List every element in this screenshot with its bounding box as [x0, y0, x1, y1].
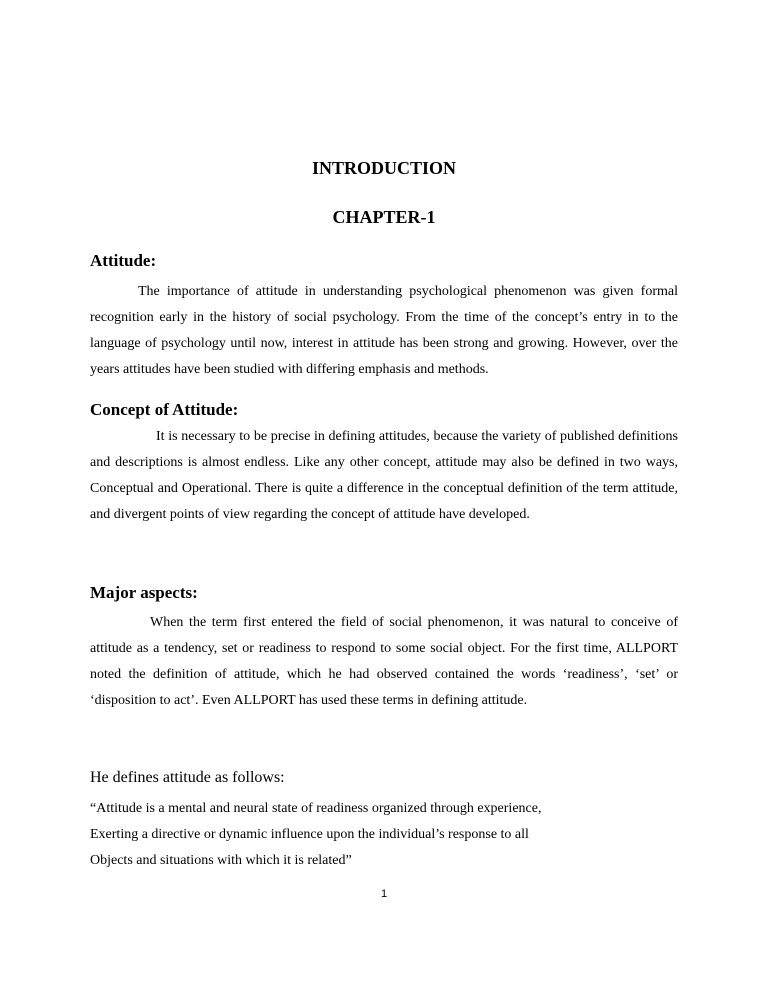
definition-intro: He defines attitude as follows: [90, 769, 285, 786]
definition-quote-line: “Attitude is a mental and neural state of readiness organized through experience, [90, 801, 542, 816]
page-number: 1 [380, 888, 388, 900]
section-heading-concept: Concept of Attitude: [90, 400, 239, 419]
definition-quote-line: Exerting a directive or dynamic influence upon the individual’s response to all [90, 827, 529, 842]
paragraph-major-aspects: When the term first entered the field of social phenomenon, it was natural to conceive of attitude as a tendency, set or readiness to respond to some social object. For the first time, ALLPORT noted the definition of attitude, which he had observed contained the words ‘readiness’, ‘set’ or ‘disposition to act’. Even ALLPORT has used these terms in defining attitude. [90, 615, 678, 708]
section-heading-major-aspects: Major aspects: [90, 583, 198, 602]
chapter-heading: CHAPTER-1 [332, 207, 436, 227]
definition-quote-line: Objects and situations with which it is related” [90, 853, 352, 868]
page-title: INTRODUCTION [311, 158, 457, 178]
paragraph-concept: It is necessary to be precise in defining attitudes, because the variety of published definitions and descriptions is almost endless. Like any other concept, attitude may also be defined in two ways, Conceptual and Operational. There is quite a difference in the conceptual definition of the term attitude, and divergent points of view regarding the concept of attitude have developed. [90, 429, 678, 522]
paragraph-attitude: The importance of attitude in understanding psychological phenomenon was given formal recognition early in the history of social psychology. From the time of the concept’s entry in to the language of psychology until now, interest in attitude has been strong and growing. However, over the years attitudes have been studied with differing emphasis and methods. [90, 284, 678, 377]
section-heading-attitude: Attitude: [90, 251, 157, 270]
